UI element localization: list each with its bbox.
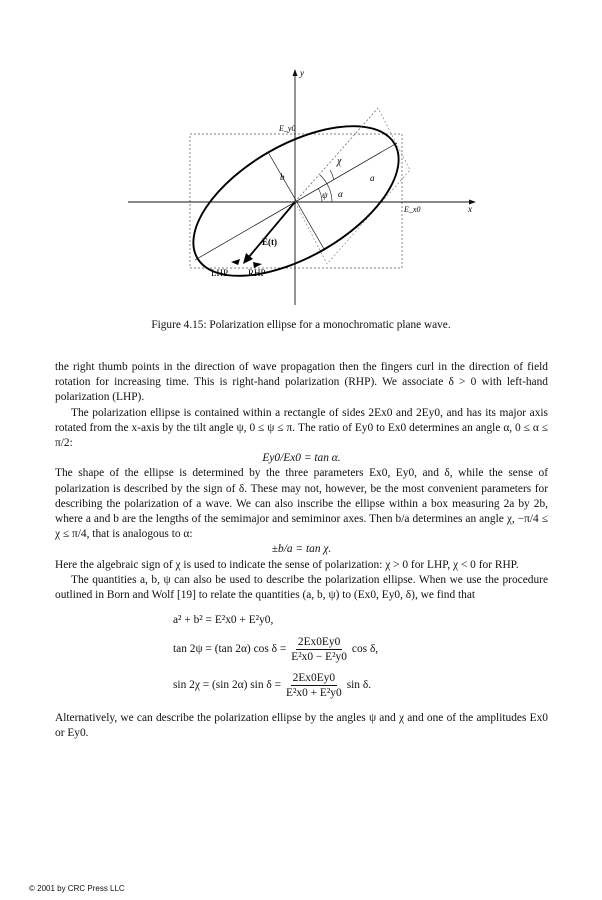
- paragraph-4: Here the algebraic sign of χ is used to indicate the sense of polarization: χ > 0 for LHP, χ < 0 for RHP.: [55, 558, 519, 571]
- equation-2: ±b/a = tan χ.: [271, 543, 332, 556]
- equation-row-2: [173, 631, 548, 667]
- equation-1: Ey0/Ex0 = tan α.: [262, 452, 341, 465]
- paragraph-5: The quantities a, b, ψ can also be used to describe the polarization ellipse. When we use the procedure outlined in Born and Wolf [19] to relate the quantities (a, b, ψ) to (Ex0, Ey0, δ), we find that: [55, 573, 548, 602]
- eq-row2-numerator: 2Ex0Ey0: [297, 635, 341, 648]
- eq-row3-tail: sin δ.: [346, 678, 372, 691]
- eq-row2-denominator: E²x0 − E²y0: [291, 650, 347, 663]
- rotated-box: [295, 108, 410, 264]
- b-label: b: [280, 172, 285, 182]
- eq-row3-fraction: [284, 671, 344, 700]
- paragraph-6: Alternatively, we can describe the polarization ellipse by the angles ψ and χ and one of the amplitudes Ex0 or Ey0.: [55, 712, 548, 740]
- chi-label: χ: [337, 156, 342, 167]
- eq-row2-lhs: tan 2ψ = (tan 2α) cos δ =: [173, 642, 287, 655]
- lhp-arrowhead: [231, 259, 240, 265]
- eq-row2-fraction: [289, 635, 349, 664]
- x-axis-label: x: [468, 204, 472, 214]
- equation-row-3: [173, 667, 548, 703]
- paragraph-1: the right thumb points in the direction of wave propagation then the fingers curl in the direction of field rotation for increasing time. This is right-hand polarization (RHP). We associate δ > 0 with left-hand polarization (LHP).: [55, 361, 548, 404]
- rhp-label: RHP: [248, 268, 266, 278]
- alpha-label: α: [338, 189, 343, 199]
- ey0-label: E_y0: [279, 124, 296, 133]
- paragraph-2: The polarization ellipse is contained within a rectangle of sides 2Ex0 and 2Ey0, and has its major axis rotated from the x-axis by the tilt angle ψ, 0 ≤ ψ ≤ π. The ratio of Ey0 to Ex0 determines an angle α, 0 ≤ α ≤ π/2:: [55, 406, 548, 450]
- psi-label: ψ: [322, 190, 328, 200]
- eq-row1-text: a² + b² = E²x0 + E²y0,: [173, 613, 274, 626]
- body-text: [55, 360, 548, 742]
- eq-row3-denominator: E²x0 + E²y0: [286, 686, 342, 699]
- figure-svg: [0, 0, 602, 312]
- eq-row3-lhs: sin 2χ = (sin 2α) sin δ =: [173, 678, 282, 691]
- diagonal-dashed: [295, 108, 378, 202]
- y-axis-arrow: [293, 69, 298, 76]
- eq-row3-numerator: 2Ex0Ey0: [292, 671, 336, 684]
- chi-arc: [330, 170, 334, 180]
- major-axis-line: [195, 143, 397, 260]
- equation-block: [173, 609, 548, 703]
- field-vector: [248, 202, 295, 258]
- a-label: a: [370, 173, 375, 183]
- paragraph-3: The shape of the ellipse is determined by the three parameters Ex0, Ey0, and δ, while the sense of polarization is described by the sign of δ. These may not, however, be the most convenient parameters for describing the polarization of a wave. We can also inscribe the ellipse within a box measuring 2a by 2b, where a and b are the lengths of the semimajor and semiminor axes. Then b/a determines an angle χ, −π/4 ≤ χ ≤ π/4, that is analogous to α:: [55, 467, 548, 541]
- equation-row-1: [173, 609, 548, 631]
- lhp-label: LHP: [211, 268, 229, 278]
- polarization-ellipse-figure: [0, 0, 602, 312]
- field-label: E(t): [262, 237, 277, 247]
- eq-row2-tail: cos δ,: [351, 642, 379, 655]
- copyright-footer: © 2001 by CRC Press LLC: [29, 884, 125, 893]
- y-axis-label: y: [300, 68, 304, 78]
- figure-caption: Figure 4.15: Polarization ellipse for a monochromatic plane wave.: [151, 319, 451, 331]
- ex0-label: E_x0: [404, 205, 421, 214]
